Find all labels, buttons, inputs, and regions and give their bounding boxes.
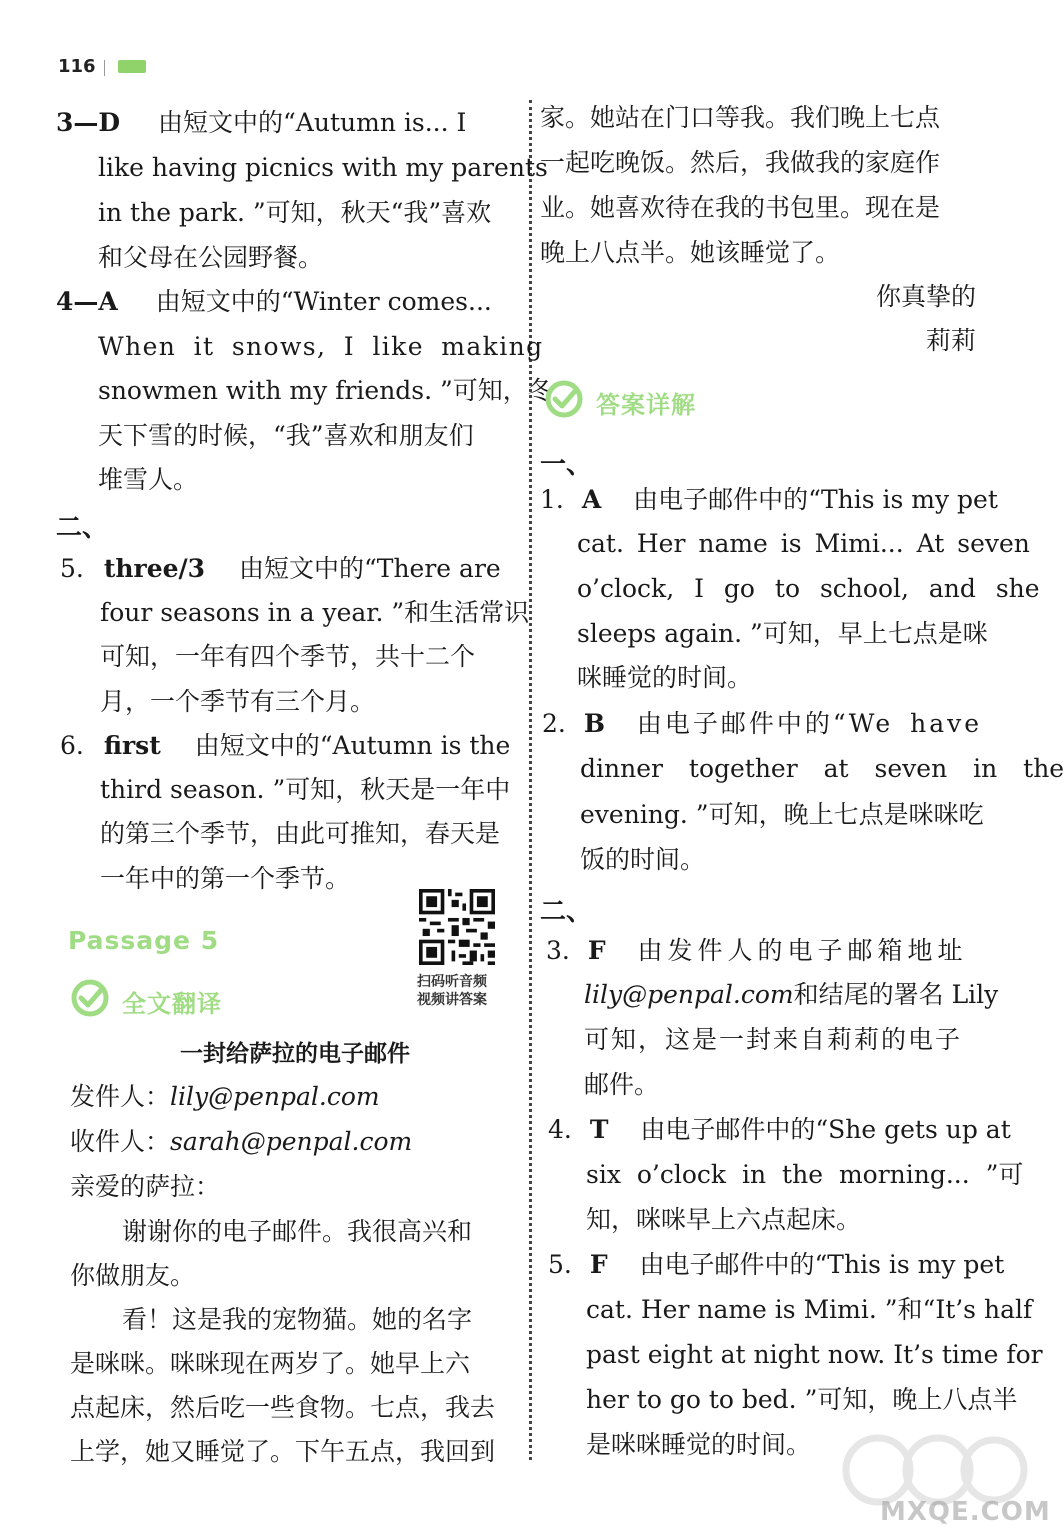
a4-number: 4. <box>548 1115 572 1144</box>
a5-line-5: 是咪咪睡觉的时间。 <box>586 1430 812 1459</box>
a5-line-2: cat. Her name is Mimi. ”和“It’s half <box>586 1295 1033 1324</box>
a3-line-4: 邮件。 <box>584 1070 660 1099</box>
a3-line-3: 可知，这是一封来自莉莉的电子 <box>584 1025 963 1054</box>
para-2-line-2: 是咪咪。咪咪现在两岁了。她早上六 <box>70 1349 471 1378</box>
q5-answer: three/3 <box>103 554 206 583</box>
a3-line-1 <box>546 935 968 967</box>
q6-number: 6. <box>60 731 84 760</box>
right-section-2-heading: 二、 <box>540 897 593 927</box>
q5-line-1 <box>60 553 501 585</box>
q3-text-1: 由短文中的“Autumn is... I <box>158 108 467 137</box>
email-title: 一封给萨拉的电子邮件 <box>180 1041 410 1067</box>
a2-line-1 <box>542 708 982 740</box>
right-section-1-heading: 一、 <box>540 450 593 480</box>
from-label: 发件人： <box>70 1082 171 1111</box>
letter-cont-line-1: 家。她站在门口等我。我们晚上七点 <box>540 103 941 132</box>
a1-text-1: 由电子邮件中的“This is my pet <box>633 485 998 514</box>
q3-line-4: 和父母在公园野餐。 <box>98 243 324 272</box>
a2-line-4: 饭的时间。 <box>580 845 706 874</box>
passage-title: Passage 5 <box>68 926 220 955</box>
a3-text-1: 由发件人的电子邮箱地址 <box>637 936 968 965</box>
a3-answer: F <box>587 936 606 965</box>
q6-line-2: third season. ”可知，秋天是一年中 <box>100 775 511 804</box>
to-label: 收件人： <box>70 1127 171 1156</box>
q3-line-2: like having picnics with my parents <box>98 153 548 182</box>
letter-cont-line-3: 业。她喜欢待在我的书包里。现在是 <box>540 193 941 222</box>
a2-text-1: 由电子邮件中的“We have <box>636 709 983 738</box>
a2-number: 2. <box>542 709 566 738</box>
left-section-2-heading: 二、 <box>56 513 109 543</box>
to-line <box>70 1126 412 1158</box>
qr-caption-1: 扫码听音频 <box>417 974 487 990</box>
a1-answer: A <box>581 485 602 514</box>
from-line <box>70 1081 380 1113</box>
q5-text-1: 由短文中的“There are <box>239 554 501 583</box>
a5-text-1: 由电子邮件中的“This is my pet <box>639 1250 1005 1279</box>
a4-line-2: six o’clock in the morning... ”可 <box>586 1160 1024 1189</box>
q4-line-5: 堆雪人。 <box>98 465 199 494</box>
page-number: 116 <box>58 56 96 77</box>
answers-title: 答案详解 <box>596 391 696 419</box>
letter-signature: 莉莉 <box>925 326 976 355</box>
a1-line-2: cat. Her name is Mimi... At seven <box>577 529 1030 558</box>
check-circle-icon <box>546 381 582 417</box>
q4-text-1: 由短文中的“Winter comes... <box>155 287 492 316</box>
a4-line-1 <box>548 1114 1011 1146</box>
letter-cont-line-4: 晚上八点半。她该睡觉了。 <box>540 238 841 267</box>
a1-line-1 <box>540 484 998 516</box>
q6-line-4: 一年中的第一个季节。 <box>100 864 351 893</box>
a3-email: lily@penpal.com <box>584 980 794 1009</box>
qr-code-icon[interactable] <box>419 889 495 965</box>
a2-line-2: dinner together at seven in the <box>580 754 1064 783</box>
q3-number: 3—D <box>56 108 121 137</box>
a1-line-4: sleeps again. ”可知，早上七点是咪 <box>577 619 988 648</box>
check-circle-icon <box>72 980 108 1016</box>
a2-answer: B <box>583 709 605 738</box>
q4-line-4: 天下雪的时候，“我”喜欢和朋友们 <box>98 421 474 450</box>
a4-text-1: 由电子邮件中的“She gets up at <box>640 1115 1011 1144</box>
q4-line-1 <box>56 286 492 318</box>
translation-title: 全文翻译 <box>122 990 222 1018</box>
a3-line-2 <box>584 979 998 1011</box>
page-tab-decoration <box>118 60 146 73</box>
page-number-divider <box>104 60 105 76</box>
q5-line-3: 可知，一年有四个季节，共十二个 <box>100 642 476 671</box>
a5-answer: F <box>589 1250 608 1279</box>
q4-line-3: snowmen with my friends. ”可知，冬 <box>98 376 553 405</box>
q5-line-4: 月，一个季节有三个月。 <box>100 687 376 716</box>
para-2-line-3: 点起床，然后吃一些食物。七点，我去 <box>70 1393 496 1422</box>
q6-text-1: 由短文中的“Autumn is the <box>194 731 511 760</box>
a4-answer: T <box>589 1115 609 1144</box>
q5-number: 5. <box>60 554 84 583</box>
q6-answer: first <box>103 731 161 760</box>
a5-line-4: her to go to bed. ”可知，晚上八点半 <box>586 1385 1018 1414</box>
from-email: lily@penpal.com <box>170 1082 380 1111</box>
qr-caption-2: 视频讲答案 <box>417 992 487 1008</box>
letter-cont-line-2: 一起吃晚饭。然后，我做我的家庭作 <box>540 148 941 177</box>
a1-line-3: o’clock, I go to school, and she <box>577 574 1040 603</box>
letter-closing: 你真挚的 <box>875 282 976 311</box>
a2-line-3: evening. ”可知，晚上七点是咪咪吃 <box>580 800 984 829</box>
q4-number: 4—A <box>56 287 118 316</box>
column-divider <box>529 100 532 1460</box>
watermark-text: MXQE.COM <box>880 1497 1051 1527</box>
a3-number: 3. <box>546 936 570 965</box>
q3-line-3: in the park. ”可知，秋天“我”喜欢 <box>98 198 492 227</box>
q6-line-1 <box>60 730 510 762</box>
para-2-line-4: 上学，她又睡觉了。下午五点，我回到 <box>70 1437 496 1466</box>
para-1-line-1: 谢谢你的电子邮件。我很高兴和 <box>122 1217 473 1246</box>
q3-line-1 <box>56 107 466 139</box>
a1-number: 1. <box>540 485 564 514</box>
to-email: sarah@penpal.com <box>170 1127 413 1156</box>
a4-line-3: 知，咪咪早上六点起床。 <box>586 1205 862 1234</box>
a3-text-2: 和结尾的署名 Lily <box>793 980 999 1009</box>
a5-number: 5. <box>548 1250 572 1279</box>
q6-line-3: 的第三个季节，由此可推知，春天是 <box>100 819 501 848</box>
q5-line-2: four seasons in a year. ”和生活常识 <box>100 598 530 627</box>
a5-line-3: past eight at night now. It’s time for <box>586 1340 1043 1369</box>
para-1-line-2: 你做朋友。 <box>70 1261 196 1290</box>
para-2-line-1: 看！这是我的宠物猫。她的名字 <box>122 1305 473 1334</box>
a1-line-5: 咪睡觉的时间。 <box>577 663 753 692</box>
a5-line-1 <box>548 1249 1004 1281</box>
greeting: 亲爱的萨拉： <box>70 1172 221 1201</box>
q4-line-2: When it snows, I like making <box>98 332 544 361</box>
